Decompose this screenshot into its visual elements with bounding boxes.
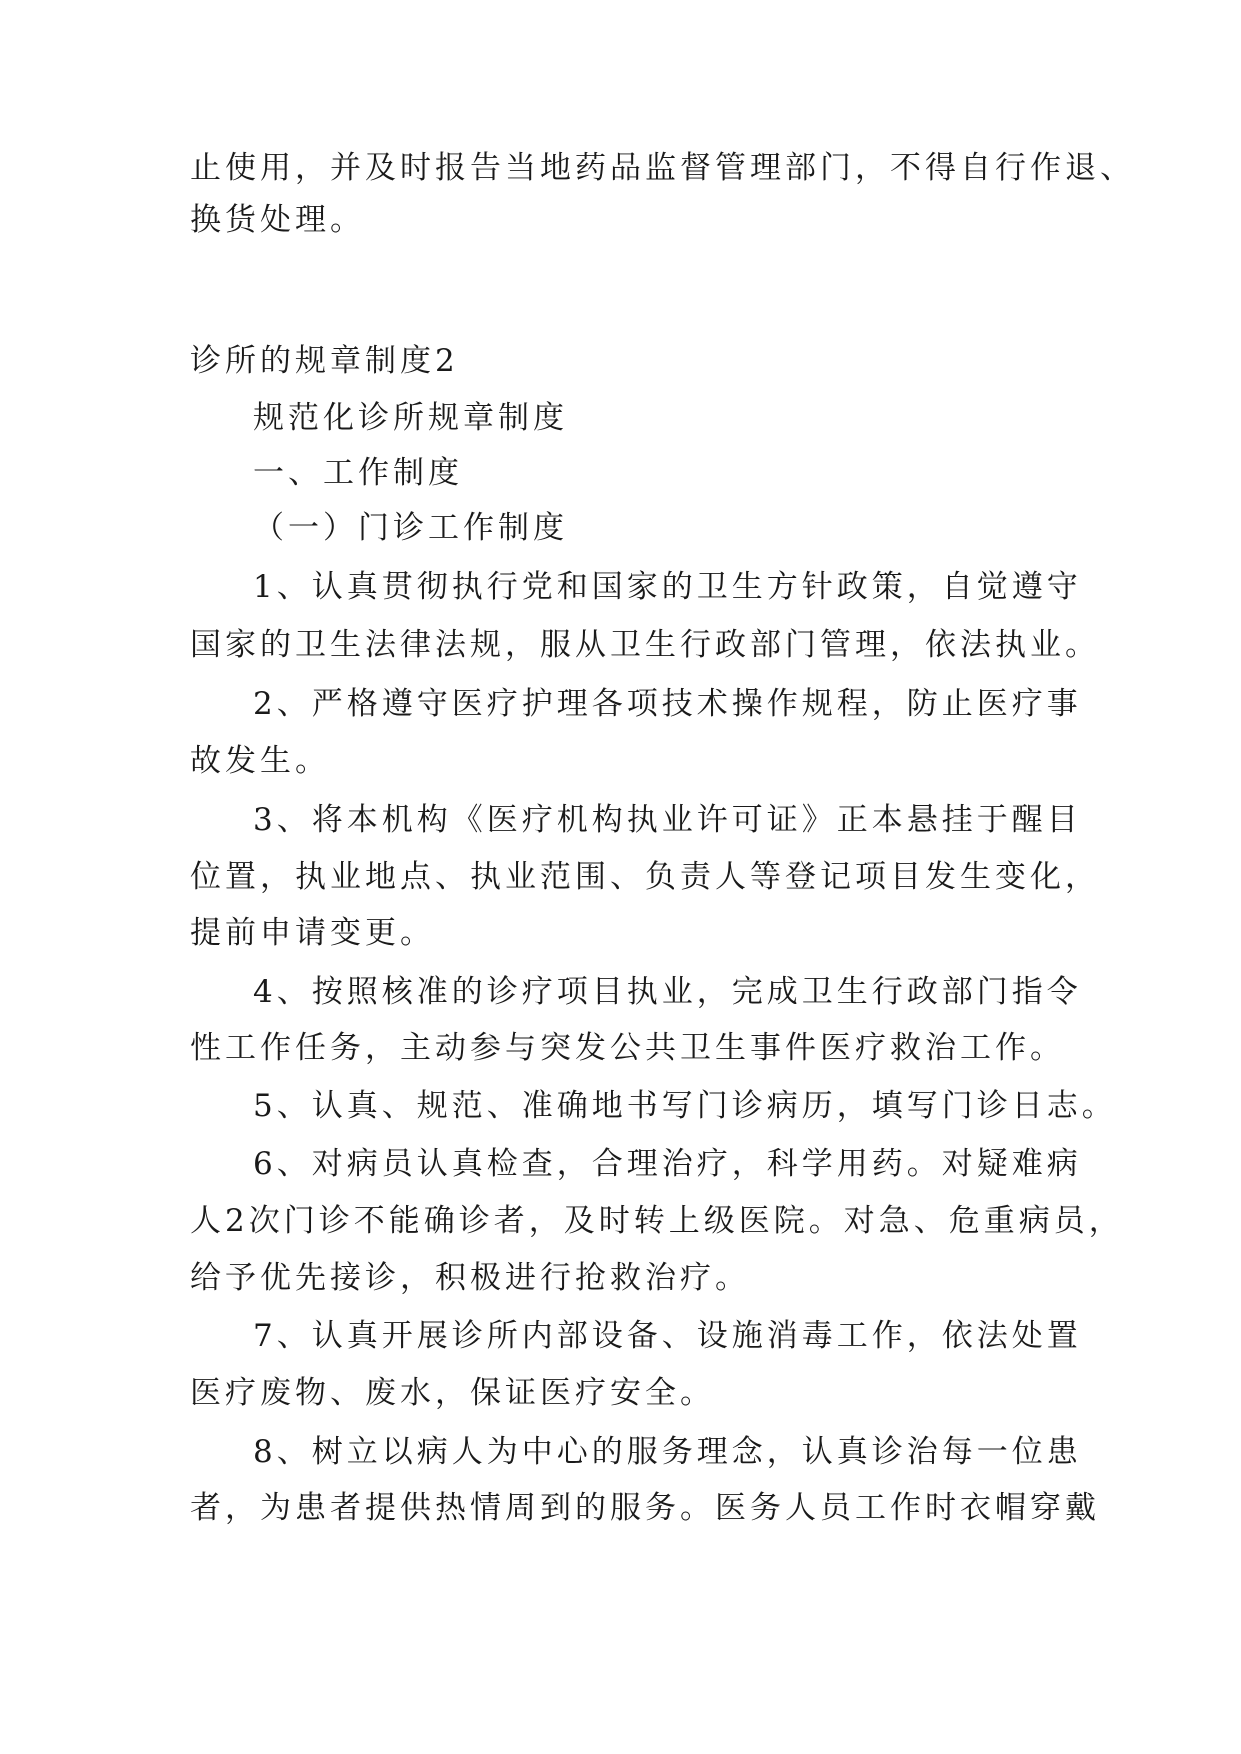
paragraph-line: 7、认真开展诊所内部设备、设施消毒工作，依法处置 [253, 1318, 1082, 1354]
paragraph-line: 止使用，并及时报告当地药品监督管理部门，不得自行作退、 [190, 150, 1135, 186]
paragraph-line: 6、对病员认真检查，合理治疗，科学用药。对疑难病 [253, 1146, 1082, 1182]
paragraph-line: 1、认真贯彻执行党和国家的卫生方针政策，自觉遵守 [253, 569, 1082, 605]
chapter-heading: 一、工作制度 [253, 455, 463, 491]
paragraph-line: 国家的卫生法律法规，服从卫生行政部门管理，依法执业。 [190, 627, 1100, 663]
paragraph-line: 故发生。 [190, 743, 330, 779]
paragraph-line: 5、认真、规范、准确地书写门诊病历，填写门诊日志。 [253, 1088, 1117, 1124]
subsection-heading: （一）门诊工作制度 [253, 510, 568, 546]
paragraph-line: 位置，执业地点、执业范围、负责人等登记项目发生变化， [190, 859, 1100, 895]
paragraph-line: 性工作任务，主动参与突发公共卫生事件医疗救治工作。 [190, 1030, 1065, 1066]
paragraph-line: 者，为患者提供热情周到的服务。医务人员工作时衣帽穿戴 [190, 1490, 1100, 1526]
paragraph-line: 3、将本机构《医疗机构执业许可证》正本悬挂于醒目 [253, 802, 1082, 838]
paragraph-line: 给予优先接诊，积极进行抢救治疗。 [190, 1260, 750, 1296]
paragraph-line: 人2次门诊不能确诊者，及时转上级医院。对急、危重病员， [190, 1203, 1124, 1239]
paragraph-line: 换货处理。 [190, 202, 365, 238]
paragraph-line: 4、按照核准的诊疗项目执业，完成卫生行政部门指令 [253, 974, 1082, 1010]
paragraph-line: 8、树立以病人为中心的服务理念，认真诊治每一位患 [253, 1434, 1082, 1470]
paragraph-line: 医疗废物、废水，保证医疗安全。 [190, 1375, 715, 1411]
document-title: 规范化诊所规章制度 [253, 400, 568, 436]
paragraph-line: 2、严格遵守医疗护理各项技术操作规程，防止医疗事 [253, 686, 1082, 722]
section-heading: 诊所的规章制度2 [190, 343, 459, 379]
paragraph-line: 提前申请变更。 [190, 915, 435, 951]
